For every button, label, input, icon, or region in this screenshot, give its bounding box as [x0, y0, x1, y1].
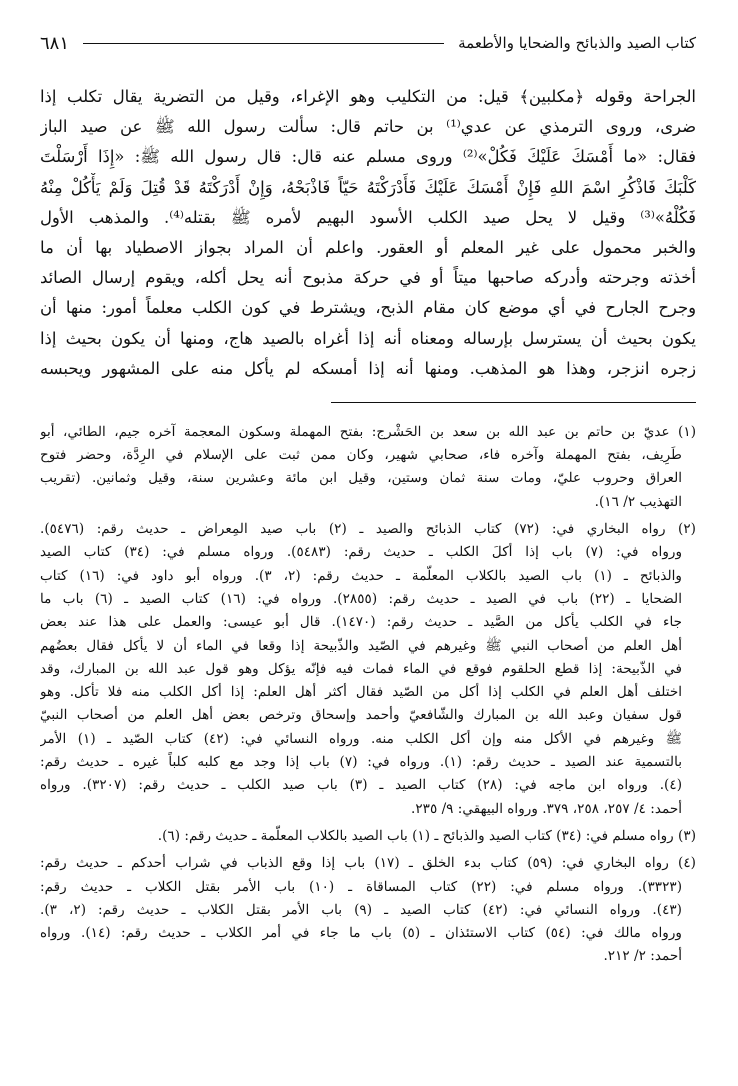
- page-number: ٦٨١: [40, 32, 70, 54]
- footnote-line: العراق وحروب عليّ، ومات سنة ثمان وستين، وقيل ابن مائة وعشرين سنة، وقيل وثمانين. (تقريب: [40, 470, 682, 487]
- footnote-line: (٢) رواه البخاري في: (٧٢) كتاب الذبائح والصيد ـ (٢) باب صيد المِعراض ـ حديث رقم: (٥٤٧٦).: [40, 521, 696, 538]
- footnote-line: (١) عديّ بن حاتم بن عبد الله بن سعد بن الحَشْرج: بفتح المهملة وسكون المعجمة آخره جيم، الطائي، أبو: [40, 423, 696, 440]
- running-header: [40, 26, 696, 60]
- footnote-line: في الذّبيحة: إذا قطع الحلقوم فوقع في الماء فمات فيه فإنّه يؤكل وهو قول عبد الله بن المبارك، وقد: [40, 660, 682, 677]
- footnote-line: أحمد: ٢/ ٢١٢.: [603, 948, 682, 965]
- main-text-line: وجرح الجارح في أي موضع كان مقام الذبح، ويشترط في كون الكلب معلماً أمور: منها أن: [40, 298, 696, 318]
- main-text-line: ضرى، وروى الترمذي عن عدي⁽¹⁾ بن حاتم قال: سألت رسول الله ﷺ عن صيد الباز: [40, 117, 696, 137]
- footnote-line: (٣٣٢٣). ورواه مسلم في: (٢٢) كتاب المساقاة ـ (١٠) باب الأمر بقتل الكلاب ـ حديث رقم:: [40, 878, 682, 895]
- footnote-line: التهذيب ٢/ ١٦).: [594, 493, 682, 510]
- main-text-line: يكون بحيث أن يسترسل بإرساله ومعناه أنه إذا أغراه بالصيد هاج، ومنها أن يكون بحيث إذا: [40, 328, 696, 348]
- footnote-line: ورواه مالك في: (٥٤) كتاب الاستئذان ـ (٥) باب ما جاء في أمر الكلاب ـ حديث رقم: (١٤). ورواه: [40, 925, 682, 942]
- footnote-line: طَرِيف، بفتح المهملة وآخره فاء، صحابي شهير، وكان ممن ثبت على الإسلام في الرِدَّة، وحضر فتوح: [40, 447, 682, 464]
- running-title: كتاب الصيد والذبائح والضحايا والأطعمة: [458, 34, 696, 52]
- footnotes: [40, 421, 696, 969]
- footnote-line: اختلف أهل العلم في الكلب إذا أكل من الصّيد فقال أكثر أهل العلم: إذا أكل الكلب منه فلا تأكل. وهو: [40, 684, 682, 701]
- footnote-line: قول سفيان وعبد الله بن المبارك والشّافعيّ وأحمد وإسحاق وترخص بعض أهل العلم من أصحاب النبيّ: [40, 707, 682, 724]
- footnote-3: [40, 825, 696, 848]
- footnote-line: أهل العلم من أصحاب النبي ﷺ وغيرهم في الصّيد والذّبيحة إذا وقعا في الماء أن لا يأكل فقال بعضُهم: [40, 637, 682, 654]
- footnote-line: والذبائح ـ (١) باب الصيد بالكلاب المعلَّمة ـ حديث رقم: (٢، ٣). ورواه أبو داود في: (١٦) كتاب: [40, 567, 682, 584]
- main-text-line: أخذته وجرحته وأدركه صاحبها ميتاً أو في حركة مذبوح أنه يحل أكله، ويقوم إرسال الصائد: [40, 268, 696, 288]
- footnote-line: أحمد: ٤/ ٢٥٧، ٢٥٨، ٣٧٩. ورواه البيهقي: ٩/ ٢٣٥.: [411, 800, 682, 817]
- main-text-line: والخبر محمول على غير المعلم أو العقور. واعلم أن المراد بجواز الاصطياد بها أن ما: [40, 237, 696, 257]
- footnote-line: (٣) رواه مسلم في: (٣٤) كتاب الصيد والذبائح ـ (١) باب الصيد بالكلاب المعلَّمة ـ حديث رقم: (٦).: [157, 827, 696, 844]
- footnote-line: بالتسمية عند الصيد ـ حديث رقم: (١). ورواه في: (٧) باب إذا وجد مع كلبه كلباً غيره ـ حديث رقم:: [40, 754, 682, 771]
- footnote-line: الضحايا ـ (٢٢) باب في الصيد ـ حديث رقم: (٢٨٥٥). ورواه في: (١٦) كتاب الصيد ـ (٦) باب ما: [40, 590, 682, 607]
- main-text-line: فقال: «ما أَمْسَكَ عَلَيْكَ فَكُلْ»⁽²⁾ وروى مسلم عنه قال: قال رسول الله ﷺ: «إِذَا أَرْسَلْتَ: [40, 147, 696, 167]
- footnote-4: [40, 852, 696, 968]
- footnote-line: (٤) رواه البخاري في: (٥٩) كتاب بدء الخلق ـ (١٧) باب إذا وقع الذباب في شراب أحدكم ـ حديث رقم:: [40, 855, 696, 872]
- footnote-line: (٤٣). ورواه النسائي في: (٤٢) كتاب الصيد ـ (٩) باب الأمر بقتل الكلاب ـ حديث رقم: (٢، ٣).: [40, 901, 682, 918]
- header-rule: [83, 43, 444, 44]
- footnote-line: ﷺ وغيرهم في الأكل منه وإن أكل الكلب منه. ورواه النسائي في: (٤٢) كتاب الصّيد ـ (١) الأمر: [40, 730, 683, 747]
- footnote-line: ورواه في: (٧) باب إذا أكلَ الكلب ـ حديث رقم: (٥٤٨٣). ورواه مسلم في: (٣٤) كتاب الصيد: [40, 544, 683, 561]
- main-text-line: فَكُلْهُ»⁽³⁾ وقيل لا يحل صيد الكلب الأسود البهيم لأمره ﷺ بقتله⁽⁴⁾. والمذهب الأول: [40, 207, 696, 227]
- footnote-line: (٤). ورواه ابن ماجه في: (٢٨) كتاب الصيد ـ (٣) باب صيد الكلب ـ حديث رقم: (٣٢٠٧). ورواه: [40, 777, 682, 794]
- footnote-1: [40, 421, 696, 514]
- footnote-separator: [331, 402, 696, 403]
- main-text-line: زجره انزجر، وهذا هو المذهب. ومنها أنه إذا أمسكه لم يأكل منه على المشهور ويحبسه: [40, 358, 696, 378]
- main-text: [40, 82, 696, 384]
- main-text-line: الجراحة وقوله ﴿مكلبين﴾ قيل: من التكليب وهو الإغراء، وقيل من التضرية يقال تكلب إذا: [40, 87, 696, 106]
- footnote-2: [40, 518, 696, 821]
- main-text-line: كَلْبَكَ فَاذْكُرِ اسْمَ اللهِ فَإِنْ أَمْسَكَ عَلَيْكَ فَأَدْرَكْتَهُ حَيّاً فَاذْبَحْهُ، وَإِنْ أَدْرَكْتَهُ قَدْ قُتِلَ وَلَمْ يَأْكُلْ مِنْهُ: [40, 177, 696, 197]
- footnote-line: جاء في الكلب يأكل من الصَّيد ـ حديث رقم: (١٤٧٠). قال أبو عيسى: والعمل على هذا عند بعض: [40, 614, 682, 631]
